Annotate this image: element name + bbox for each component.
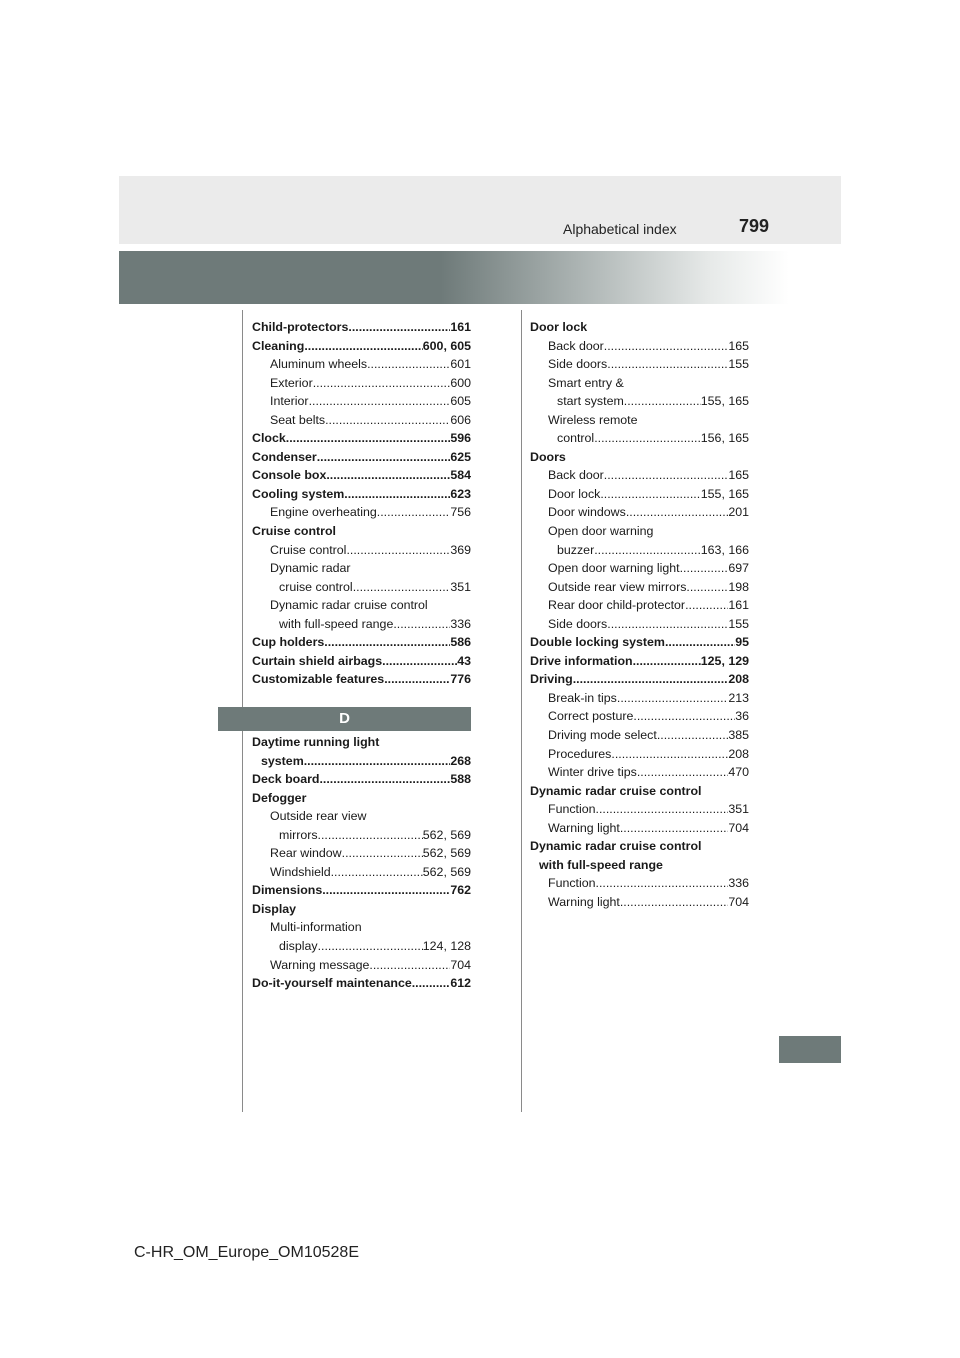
index-entry	[252, 596, 471, 615]
dot-leader	[324, 633, 450, 652]
dot-leader	[633, 652, 701, 671]
index-entry-label: Smart entry &	[548, 375, 624, 390]
index-entry-label: Procedures	[548, 746, 612, 761]
index-entry-label: Seat belts	[270, 412, 326, 427]
index-entry-pages: 704	[728, 894, 749, 909]
index-entry-label: Multi-information	[270, 920, 362, 935]
index-entry-label: Console box	[252, 468, 327, 483]
index-entry-label: Back door	[548, 468, 604, 483]
index-entry	[530, 874, 749, 893]
index-entry-label: Do-it-yourself maintenance	[252, 976, 412, 991]
index-entry-label: Cruise control	[252, 524, 336, 539]
dot-leader	[369, 956, 450, 975]
index-entry-label: buzzer	[557, 542, 595, 557]
index-entry	[252, 974, 471, 993]
index-entry-label: Interior	[270, 394, 309, 409]
index-entry	[252, 770, 471, 789]
dot-leader	[326, 466, 450, 485]
index-entry-pages: 156, 165	[700, 431, 749, 446]
index-entry-pages: 155, 165	[700, 394, 749, 409]
index-entry	[530, 670, 749, 689]
index-entry-label: Dynamic radar	[270, 561, 351, 576]
dot-leader	[604, 466, 729, 485]
letter-heading-d: D	[218, 707, 471, 731]
index-entry	[530, 503, 749, 522]
dot-leader	[313, 374, 451, 393]
header-band	[119, 176, 841, 244]
index-entry	[530, 522, 749, 541]
index-entry-label: Open door warning light	[548, 561, 680, 576]
index-entry-label: start system	[557, 394, 624, 409]
index-entry-label: Exterior	[270, 375, 313, 390]
index-entry	[252, 956, 471, 975]
index-entry	[530, 318, 749, 337]
index-entry	[530, 707, 749, 726]
dot-leader	[637, 763, 728, 782]
index-entry	[252, 670, 471, 689]
index-entry	[252, 578, 471, 597]
index-entry	[252, 541, 471, 560]
index-entry	[252, 429, 471, 448]
decorative-gradient-bar	[119, 251, 789, 304]
index-entry	[252, 392, 471, 411]
index-entry	[252, 559, 471, 578]
index-entry	[530, 448, 749, 467]
index-entry-pages: 124, 128	[422, 939, 471, 954]
index-entry-label: Back door	[548, 338, 604, 353]
index-entry-pages: 336	[450, 616, 471, 631]
dot-leader	[620, 819, 728, 838]
index-entry-label: system	[261, 753, 304, 768]
dot-leader	[604, 337, 729, 356]
index-entry	[530, 782, 749, 801]
index-entry	[530, 485, 749, 504]
index-entry-label: Warning light	[548, 894, 620, 909]
dot-leader	[325, 411, 450, 430]
index-entry-pages: 562, 569	[422, 846, 471, 861]
index-entry-label: Outside rear view	[270, 809, 367, 824]
index-entry-pages: 756	[450, 505, 471, 520]
index-entry	[530, 893, 749, 912]
index-entry-label: Drive information	[530, 653, 633, 668]
index-entry-pages: 600	[450, 375, 471, 390]
index-entry-pages: 351	[450, 579, 471, 594]
index-entry	[252, 318, 471, 337]
dot-leader	[304, 752, 451, 771]
index-entry	[252, 807, 471, 826]
index-entry	[252, 789, 471, 808]
dot-leader	[331, 863, 423, 882]
index-entry-pages: 163, 166	[700, 542, 749, 557]
index-entry	[252, 900, 471, 919]
index-entry	[252, 448, 471, 467]
index-entry-pages: 213	[728, 690, 749, 705]
index-entry-pages: 762	[450, 883, 471, 898]
index-entry-label: Dynamic radar cruise control	[270, 598, 428, 613]
index-entry	[530, 355, 749, 374]
index-entry-label: Warning message	[270, 957, 370, 972]
index-entry-pages: 155	[728, 357, 749, 372]
index-entry-label: Function	[548, 876, 596, 891]
page-number: 799	[739, 216, 770, 236]
index-entry	[252, 633, 471, 652]
dot-leader	[633, 707, 735, 726]
index-entry-pages: 605	[450, 394, 471, 409]
index-entry-label: Warning light	[548, 820, 620, 835]
index-entry	[530, 800, 749, 819]
dot-leader	[322, 881, 450, 900]
index-entry-label: Cleaning	[252, 338, 305, 353]
index-entry-label: Driving	[530, 672, 573, 687]
index-entry-label: Winter drive tips	[548, 765, 637, 780]
dot-leader	[309, 392, 451, 411]
index-column-d-left	[252, 733, 471, 993]
index-entry-pages: 36	[735, 709, 749, 724]
index-entry-label: Open door warning	[548, 524, 654, 539]
index-entry	[530, 615, 749, 634]
index-entry	[252, 374, 471, 393]
index-entry-label: Dynamic radar cruise control	[530, 839, 702, 854]
index-entry-pages: 586	[450, 635, 471, 650]
index-entry-label: Defogger	[252, 790, 307, 805]
dot-leader	[611, 745, 728, 764]
index-entry-pages: 596	[450, 431, 471, 446]
index-entry	[252, 337, 471, 356]
dot-leader	[596, 800, 729, 819]
dot-leader	[317, 448, 451, 467]
dot-leader	[620, 893, 728, 912]
index-entry-label: mirrors	[279, 827, 318, 842]
index-entry-pages: 623	[450, 486, 471, 501]
index-entry-label: Dimensions	[252, 883, 323, 898]
index-entry-label: Rear door child-protector	[548, 598, 686, 613]
index-entry-pages: 155, 165	[700, 486, 749, 501]
dot-leader	[377, 503, 451, 522]
index-entry-label: Cruise control	[270, 542, 347, 557]
dot-leader	[412, 974, 451, 993]
index-entry	[252, 733, 471, 752]
index-entry-label: Door lock	[548, 486, 601, 501]
index-entry-pages: 600, 605	[422, 338, 471, 353]
index-entry-pages: 385	[728, 728, 749, 743]
dot-leader	[384, 670, 450, 689]
index-entry	[530, 559, 749, 578]
index-entry-label: Side doors	[548, 616, 608, 631]
index-entry-pages: 208	[728, 672, 749, 687]
index-entry-pages: 95	[735, 635, 749, 650]
index-entry-label: Outside rear view mirrors	[548, 579, 687, 594]
index-entry	[530, 411, 749, 430]
dot-leader	[685, 596, 728, 615]
column-divider-right	[521, 310, 522, 1112]
index-column-d-right	[530, 318, 749, 912]
index-entry	[530, 466, 749, 485]
dot-leader	[686, 578, 728, 597]
dot-leader	[594, 541, 701, 560]
index-entry-label: Display	[252, 901, 297, 916]
index-entry-pages: 165	[728, 468, 749, 483]
index-entry-label: Door windows	[548, 505, 626, 520]
index-entry-pages: 155	[728, 616, 749, 631]
index-entry	[530, 392, 749, 411]
index-entry-label: Function	[548, 802, 596, 817]
index-entry-label: Driving mode select	[548, 728, 657, 743]
index-entry-label: Child-protectors	[252, 320, 349, 334]
dot-leader	[344, 485, 450, 504]
index-entry	[530, 745, 749, 764]
index-entry-label: Condenser	[252, 449, 317, 464]
index-entry-pages: 268	[450, 753, 471, 768]
index-entry-pages: 161	[450, 320, 471, 334]
index-entry-pages: 198	[728, 579, 749, 594]
dot-leader	[607, 615, 728, 634]
document-id: C-HR_OM_Europe_OM10528E	[134, 1244, 359, 1261]
index-entry-label: Dynamic radar cruise control	[530, 783, 702, 798]
index-entry	[530, 763, 749, 782]
index-entry-label: Door lock	[530, 320, 588, 334]
dot-leader	[617, 689, 728, 708]
index-entry-label: control	[557, 431, 595, 446]
index-entry	[530, 856, 749, 875]
dot-leader	[393, 615, 450, 634]
index-entry-pages: 625	[450, 449, 471, 464]
index-entry	[530, 633, 749, 652]
dot-leader	[346, 541, 450, 560]
index-entry-label: Curtain shield airbags	[252, 653, 383, 668]
index-entry-label: with full-speed range	[539, 857, 663, 872]
dot-leader	[596, 874, 729, 893]
dot-leader	[680, 559, 729, 578]
index-entry	[530, 374, 749, 393]
index-entry-label: Deck board	[252, 772, 320, 787]
index-entry-pages: 165	[728, 338, 749, 353]
index-entry-pages: 606	[450, 412, 471, 427]
dot-leader	[600, 485, 700, 504]
dot-leader	[353, 578, 451, 597]
index-entry	[530, 337, 749, 356]
index-entry	[252, 615, 471, 634]
index-entry-label: display	[279, 939, 318, 954]
index-entry	[252, 918, 471, 937]
index-entry	[530, 541, 749, 560]
dot-leader	[607, 355, 728, 374]
index-entry-pages: 201	[728, 505, 749, 520]
index-column-c	[252, 318, 471, 689]
index-entry-pages: 161	[728, 598, 749, 613]
index-entry	[252, 485, 471, 504]
dot-leader	[665, 633, 735, 652]
index-entry-label: Daytime running light	[252, 735, 380, 749]
index-entry	[530, 726, 749, 745]
index-entry	[252, 466, 471, 485]
index-entry	[530, 689, 749, 708]
index-entry-pages: 612	[450, 976, 471, 991]
index-entry	[530, 578, 749, 597]
index-entry	[252, 881, 471, 900]
index-entry-pages: 125, 129	[700, 653, 749, 668]
index-entry-label: Rear window	[270, 846, 342, 861]
index-entry-pages: 584	[450, 468, 471, 483]
dot-leader	[626, 503, 728, 522]
dot-leader	[342, 844, 423, 863]
index-entry-label: cruise control	[279, 579, 353, 594]
index-entry-label: Doors	[530, 449, 566, 464]
index-entry-pages: 601	[450, 357, 471, 372]
index-entry	[252, 937, 471, 956]
index-entry-label: Customizable features	[252, 672, 385, 687]
index-entry-label: Wireless remote	[548, 412, 638, 427]
index-entry	[530, 819, 749, 838]
dot-leader	[657, 726, 729, 745]
index-entry	[530, 596, 749, 615]
index-entry-pages: 43	[457, 653, 471, 668]
index-entry-label: Clock	[252, 431, 286, 446]
index-entry-pages: 704	[728, 820, 749, 835]
index-entry-label: Cooling system	[252, 486, 345, 501]
dot-leader	[319, 770, 450, 789]
index-entry	[252, 863, 471, 882]
index-entry-pages: 776	[450, 672, 471, 687]
index-entry	[252, 844, 471, 863]
index-entry	[530, 837, 749, 856]
index-entry-pages: 369	[450, 542, 471, 557]
dot-leader	[318, 826, 423, 845]
index-entry-label: Break-in tips	[548, 690, 617, 705]
dot-leader	[382, 652, 457, 671]
dot-leader	[594, 429, 701, 448]
index-entry-pages: 588	[450, 772, 471, 787]
index-entry	[252, 411, 471, 430]
index-entry	[252, 522, 471, 541]
index-entry-label: Cup holders	[252, 635, 325, 650]
section-title: Alphabetical index	[563, 221, 677, 237]
index-entry-pages: 562, 569	[422, 827, 471, 842]
dot-leader	[318, 937, 423, 956]
dot-leader	[573, 670, 729, 689]
index-entry-pages: 208	[728, 746, 749, 761]
index-entry-pages: 704	[450, 957, 471, 972]
dot-leader	[348, 318, 450, 337]
index-entry	[530, 429, 749, 448]
index-entry-label: Side doors	[548, 357, 608, 372]
index-entry-pages: 470	[728, 765, 749, 780]
index-entry	[252, 503, 471, 522]
index-entry-label: Windshield	[270, 864, 331, 879]
index-entry-label: Aluminum wheels	[270, 357, 368, 372]
index-entry	[252, 355, 471, 374]
index-entry-pages: 562, 569	[422, 864, 471, 879]
dot-leader	[304, 337, 422, 356]
index-entry-pages: 351	[728, 802, 749, 817]
chapter-tab-marker	[779, 1036, 841, 1063]
index-entry-label: Engine overheating	[270, 505, 377, 520]
index-entry	[252, 652, 471, 671]
dot-leader	[624, 392, 701, 411]
index-entry-label: with full-speed range	[279, 616, 394, 631]
index-entry-label: Correct posture	[548, 709, 634, 724]
index-entry-pages: 336	[728, 876, 749, 891]
dot-leader	[367, 355, 450, 374]
dot-leader	[286, 429, 451, 448]
index-entry	[530, 652, 749, 671]
index-entry	[252, 826, 471, 845]
index-entry-label: Double locking system	[530, 635, 665, 650]
index-entry	[252, 752, 471, 771]
index-entry-pages: 697	[728, 561, 749, 576]
